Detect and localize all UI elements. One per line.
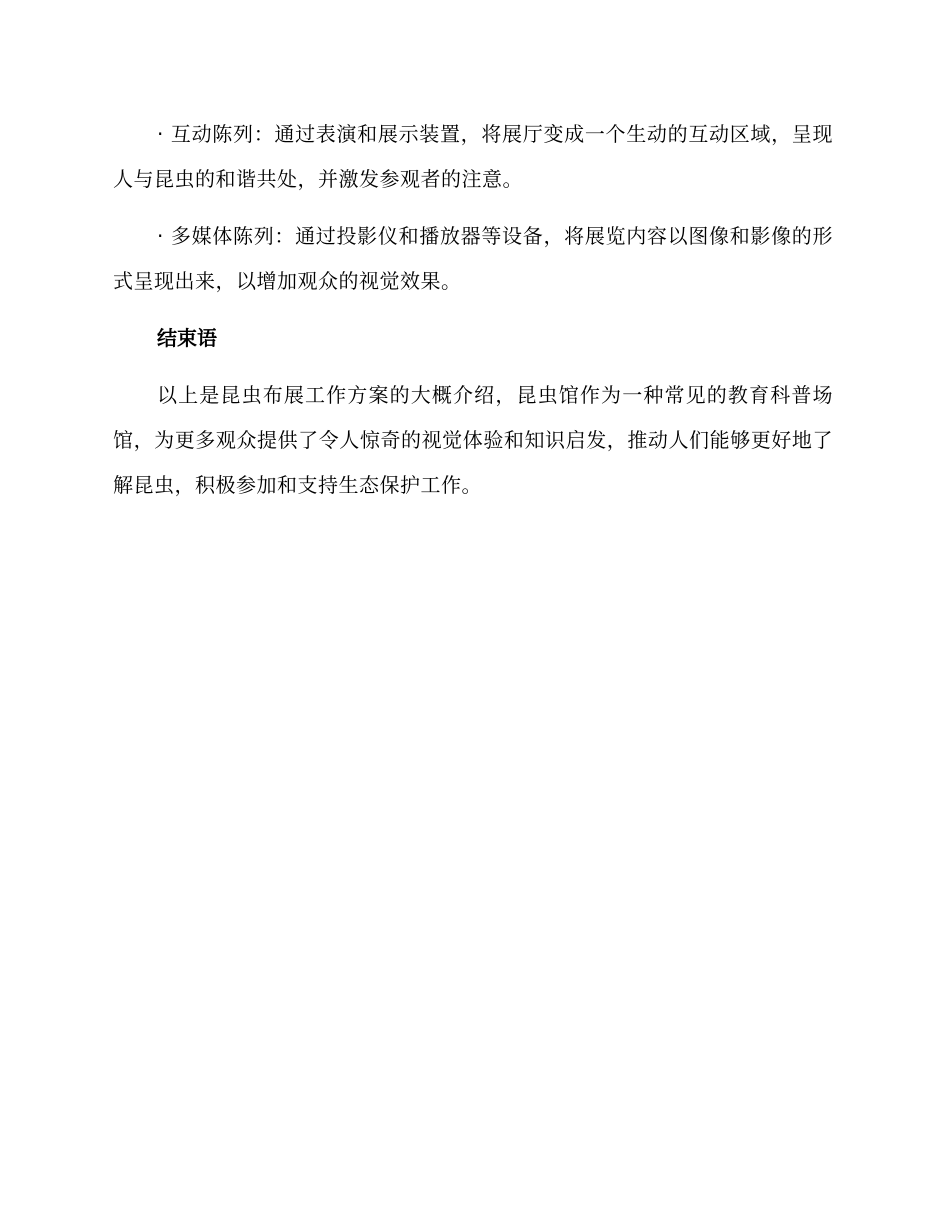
multimedia-display-paragraph: · 多媒体陈列：通过投影仪和播放器等设备，将展览内容以图像和影像的形式呈现出来，以增加观众的视觉效果。 <box>113 224 833 293</box>
interactive-display-paragraph: · 互动陈列：通过表演和展示装置，将展厅变成一个生动的互动区域，呈现人与昆虫的和谐共处，并激发参观者的注意。 <box>113 122 833 191</box>
conclusion-paragraph: 以上是昆虫布展工作方案的大概介绍，昆虫馆作为一种常见的教育科普场馆，为更多观众提供了令人惊奇的视觉体验和知识启发，推动人们能够更好地了解昆虫，积极参加和支持生态保护工作。 <box>113 383 833 497</box>
conclusion-heading: 结束语 <box>157 326 217 350</box>
document-body <box>113 112 833 520</box>
